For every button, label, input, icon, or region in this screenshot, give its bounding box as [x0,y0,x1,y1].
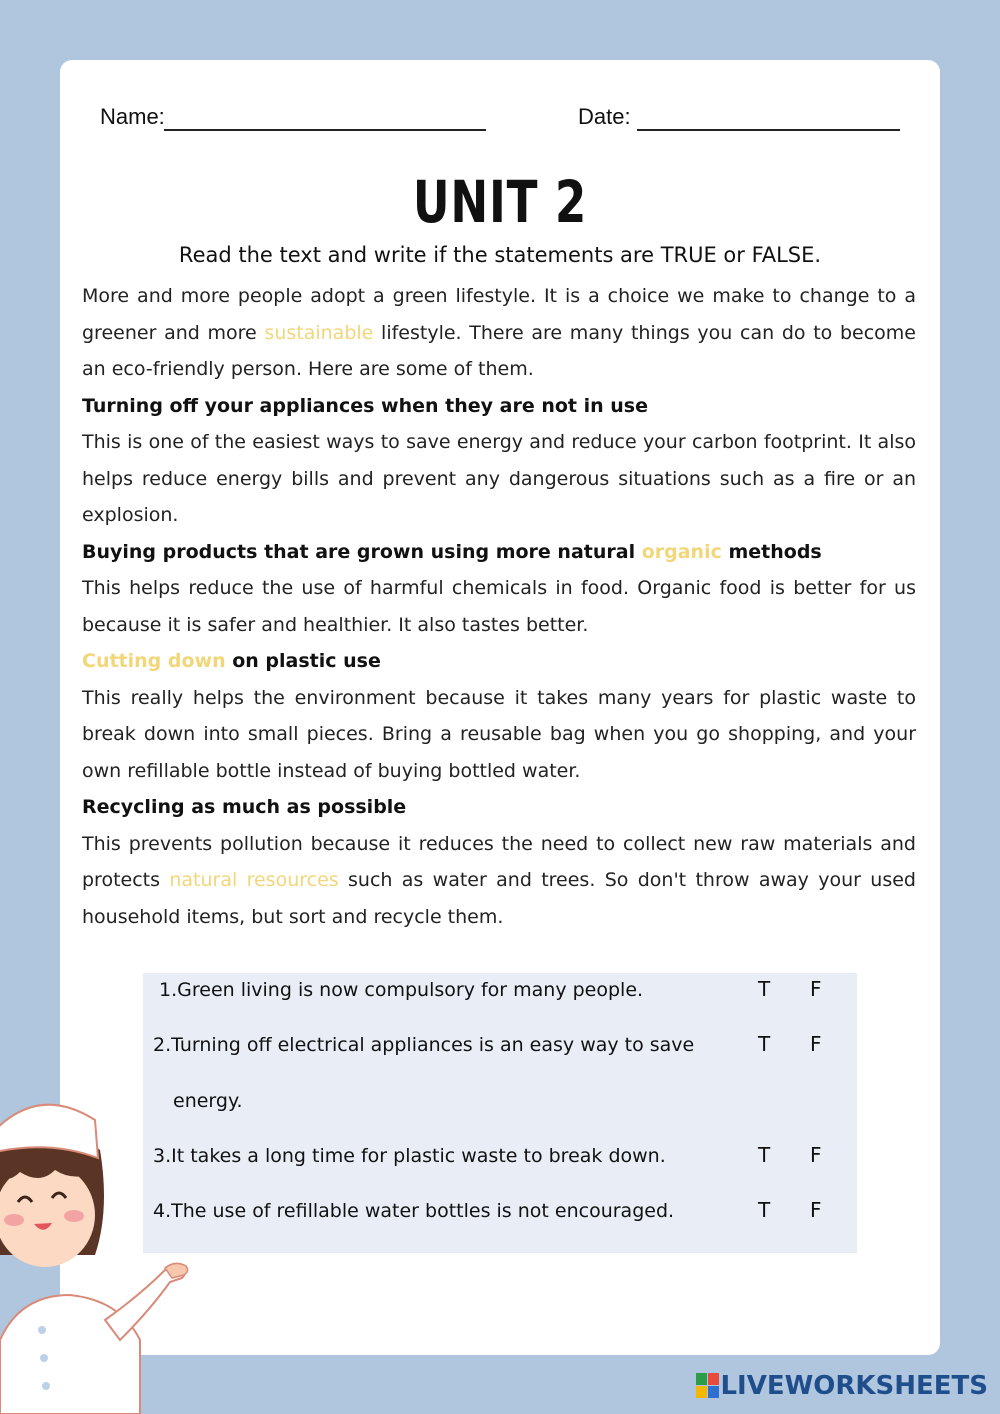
false-option-4[interactable]: F [810,1198,822,1222]
highlight-word: Cutting down [82,650,226,672]
liveworksheets-badge-icon [696,1373,720,1399]
section-paragraph: This helps reduce the use of harmful chemicals in food. Organic food is better for us because it is safer and healthier. It also tastes better. [82,577,916,636]
false-option-3[interactable]: F [810,1143,822,1167]
reading-text [82,278,916,935]
false-option-1[interactable]: F [810,977,822,1001]
question-2: 2.Turning off electrical appliances is an easy way to save [153,1034,695,1056]
section-heading: Buying products that are grown using more natural organic methods [82,540,822,563]
name-field[interactable] [164,129,486,131]
true-option-4[interactable]: T [758,1198,771,1222]
question-3: 3.It takes a long time for plastic waste to break down. [153,1145,666,1167]
name-label: Name: [100,104,165,129]
false-option-2[interactable]: F [810,1032,822,1056]
section-heading: Cutting down on plastic use [82,650,381,672]
highlight-word: organic [641,540,722,563]
page-title: UNIT 2 [412,168,588,236]
date-field[interactable] [637,129,900,131]
true-option-3[interactable]: T [758,1143,771,1167]
instructions: Read the text and write if the statements are TRUE or FALSE. [178,243,822,267]
nurse-illustration [0,1090,200,1414]
question-2-continued: energy. [173,1090,243,1112]
question-1: 1.Green living is now compulsory for many people. [159,979,644,1001]
date-label: Date: [578,104,631,129]
section-heading: Recycling as much as possible [82,796,407,818]
true-option-2[interactable]: T [758,1032,771,1056]
true-option-1[interactable]: T [758,977,771,1001]
intro-paragraph: More and more people adopt a green lifestyle. It is a choice we make to change to a greener and more sustainable lifestyle. There are many things you can do to become an eco-friendly person. Here are some of them. [82,285,916,380]
section-paragraph: This is one of the easiest ways to save energy and reduce your carbon footprint. It also helps reduce energy bills and prevent any dangerous situations such as a fire or an explosion. [82,431,916,526]
section-paragraph: This really helps the environment because it takes many years for plastic waste to break down into small pieces. Bring a reusable bag when you go shopping, and your own refillable bottle instead of buying bottled water. [82,686,916,782]
liveworksheets-logo[interactable] [696,1370,988,1402]
logo-text: LIVEWORKSHEETS [720,1371,988,1401]
section-paragraph: This prevents pollution because it reduces the need to collect new raw materials and protects natural resources such as water and trees. So don't throw away your used household items, but sort and recycle them. [82,832,916,928]
name-date-row [100,104,900,134]
section-heading: Turning off your appliances when they are not in use [82,394,648,417]
true-false-quiz [143,973,857,1253]
question-4: 4.The use of refillable water bottles is not encouraged. [153,1200,675,1222]
highlight-word: natural resources [169,869,339,891]
highlight-word: sustainable [264,321,374,344]
